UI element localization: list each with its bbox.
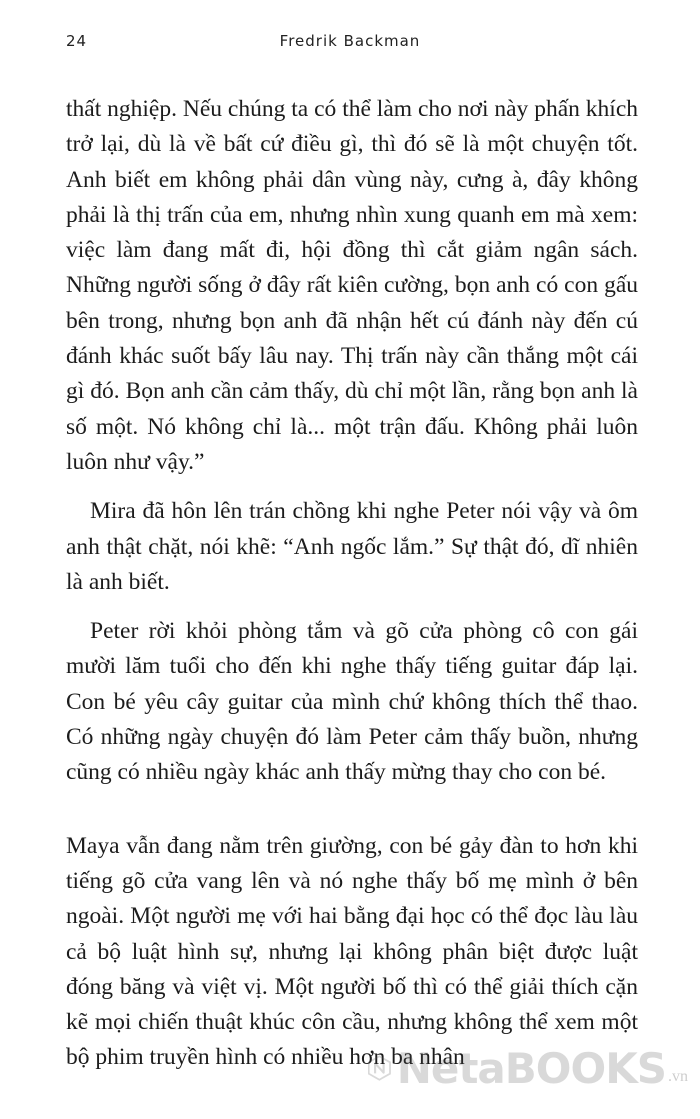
paragraph-4: Maya vẫn đang nằm trên giường, con bé gảy đàn to hơn khi tiếng gõ cửa vang lên và nó nghe thấy bố mẹ mình ở bên ngoài. Một người mẹ với hai bằng đại học có thể đọc làu làu cả bộ luật hình sự, nhưng lại không phân biệt được luật đóng băng và việt vị. Một người bố thì có thể giải thích cặn kẽ mọi chiến thuật khúc côn cầu, nhưng không thể xem một bộ phim truyền hình có nhiều hơn ba nhân xyxy=(66,832,638,1071)
page-header xyxy=(0,32,700,56)
paragraph-3: Peter rời khỏi phòng tắm và gõ cửa phòng cô con gái mười lăm tuổi cho đến khi nghe thấy tiếng guitar đáp lại. Con bé yêu cây guitar của mình chứ không thích thể thao. Có những ngày chuyện đó làm Peter cảm thấy buồn, nhưng cũng có nhiều ngày khác anh thấy mừng thay cho con bé. xyxy=(66,618,638,786)
paragraph-2: Mira đã hôn lên trán chồng khi nghe Peter nói vậy và ôm anh thật chặt, nói khẽ: “Anh ngốc lắm.” Sự thật đó, dĩ nhiên là anh biết. xyxy=(66,498,638,595)
watermark-brand: NetaBOOKS xyxy=(396,1043,666,1093)
page-number: 24 xyxy=(66,32,88,50)
watermark-suffix: .vn xyxy=(668,1068,688,1085)
page-body xyxy=(66,92,638,1090)
watermark xyxy=(368,1030,688,1106)
paragraph-1: thất nghiệp. Nếu chúng ta có thể làm cho nơi này phấn khích trở lại, dù là về bất cứ điều gì, thì đó sẽ là một chuyện tốt. Anh biết em không phải dân vùng này, cưng à, đây không phải là thị trấn của em, nhưng nhìn xung quanh em mà xem: việc làm đang mất đi, hội đồng thì cắt giảm ngân sách. Những người sống ở đây rất kiên cường, bọn anh có con gấu bên trong, nhưng bọn anh đã nhận hết cú đánh này đến cú đánh khác suốt bấy lâu nay. Thị trấn này cần thắng một cái gì đó. Bọn anh cần cảm thấy, dù chỉ một lần, rằng bọn anh là số một. Nó không chỉ là... một trận đấu. Không phải luôn luôn như vậy.” xyxy=(66,96,638,475)
n-logo-icon xyxy=(368,1033,391,1103)
running-title: Fredrik Backman xyxy=(279,32,421,50)
